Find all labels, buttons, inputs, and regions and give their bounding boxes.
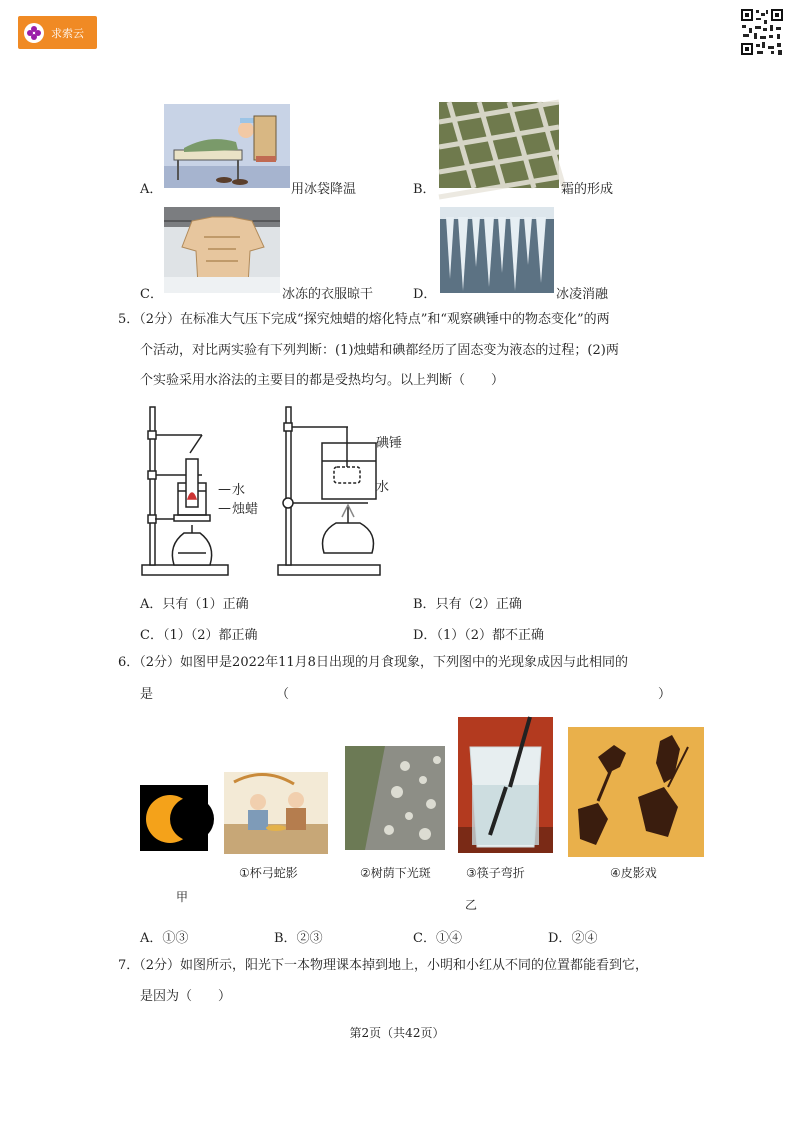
- caption-4: ④皮影戏: [610, 866, 657, 880]
- q5-experiment-diagram: [138, 405, 403, 581]
- label-candle-wax: 烛蜡: [232, 502, 259, 517]
- q7-stem-line2: 是因为（ ）: [140, 989, 232, 1004]
- icicle-melting-image: [440, 207, 554, 293]
- q6-paren-close: ）: [658, 687, 672, 702]
- q5-option-d[interactable]: [413, 624, 544, 643]
- q6-option-c-letter: C．: [413, 931, 436, 946]
- q4-option-c-letter: C．: [140, 287, 163, 302]
- q6-option-b-letter: B．: [274, 931, 297, 946]
- q5-option-b-text: 只有（2）正确: [435, 597, 522, 612]
- q6-stem-line1: 6．（2分）如图甲是2022年11月8日出现的月食现象，下列图中的光现象成因与此相同的: [118, 655, 628, 670]
- label-water-left: 水: [232, 483, 246, 498]
- ice-pack-cooling-image: [164, 104, 290, 188]
- q5-stem-line2: 个活动，对比两实验有下列判断：(1)烛蜡和碘都经历了固态变为液态的过程；(2)两: [140, 343, 619, 358]
- bow-snake-shadow-image: [224, 772, 328, 854]
- q5-option-c[interactable]: [140, 624, 258, 643]
- bent-chopstick-image: [458, 717, 553, 853]
- label-water-right: 水: [376, 480, 390, 495]
- q6-option-c-text: ①④: [435, 931, 462, 946]
- q6-option-a[interactable]: [140, 927, 188, 946]
- q6-option-b-text: ②③: [296, 931, 323, 946]
- q6-option-d-text: ②④: [571, 931, 598, 946]
- q4-option-a-caption: 用冰袋降温: [291, 182, 357, 197]
- q5-option-a[interactable]: [140, 593, 249, 612]
- caption-2: ②树荫下光斑: [360, 866, 431, 880]
- qr-code-icon[interactable]: [740, 8, 784, 56]
- q6-option-a-text: ①③: [162, 931, 189, 946]
- q5-stem-line1: 5．（2分）在标准大气压下完成“探究烛蜡的熔化特点”和“观察碘锤中的物态变化”的两: [118, 312, 610, 327]
- frozen-clothes-image: [164, 207, 280, 293]
- q5-option-d-letter: D．: [413, 628, 437, 643]
- label-yi: 乙: [465, 898, 478, 912]
- caption-3: ③筷子弯折: [466, 866, 525, 880]
- shadow-puppet-image: [568, 727, 704, 857]
- label-iodine-tube: 碘锤: [376, 436, 403, 451]
- q6-option-d[interactable]: [548, 927, 597, 946]
- q5-stem-line3: 个实验采用水浴法的主要目的都是受热均匀。以上判断（ ）: [140, 373, 505, 388]
- label-jia: 甲: [176, 890, 189, 904]
- brand-logo: [18, 16, 97, 49]
- q5-option-b-letter: B．: [413, 597, 436, 612]
- q5-option-c-text: （1）（2）都正确: [162, 628, 258, 643]
- q6-paren-open: （: [276, 687, 290, 702]
- q4-option-c-caption: 冰冻的衣服晾干: [282, 287, 374, 302]
- q4-option-d-letter: D．: [413, 287, 437, 302]
- q5-option-b[interactable]: [413, 593, 522, 612]
- q4-option-b-caption: 霜的形成: [561, 182, 614, 197]
- q5-option-a-letter: A．: [140, 597, 163, 612]
- q4-option-a-letter: A．: [140, 182, 163, 197]
- flower-icon: [23, 22, 45, 44]
- svg-text:—: —: [218, 501, 231, 516]
- q4-option-d-caption: 冰凌消融: [556, 287, 609, 302]
- q4-option-b-letter: B．: [413, 182, 436, 197]
- q6-option-d-letter: D．: [548, 931, 572, 946]
- caption-1: ①杯弓蛇影: [239, 866, 298, 880]
- q6-option-b[interactable]: [274, 927, 323, 946]
- page-number: 第2页（共42页）: [349, 1026, 445, 1040]
- frost-formation-image: [439, 102, 559, 188]
- q6-stem-line2: 是: [140, 687, 154, 702]
- svg-text:—: —: [218, 482, 231, 497]
- logo-text: 求索云: [51, 26, 84, 40]
- q6-option-a-letter: A．: [140, 931, 163, 946]
- q5-option-c-letter: C．: [140, 628, 163, 643]
- q6-option-c[interactable]: [413, 927, 462, 946]
- q7-stem-line1: 7．（2分）如图所示，阳光下一本物理课本掉到地上，小明和小红从不同的位置都能看到它，: [118, 958, 649, 973]
- q5-option-d-text: （1）（2）都不正确: [436, 628, 544, 643]
- lunar-eclipse-image: [140, 785, 208, 851]
- q5-option-a-text: 只有（1）正确: [162, 597, 249, 612]
- tree-shade-light-spots-image: [345, 746, 445, 850]
